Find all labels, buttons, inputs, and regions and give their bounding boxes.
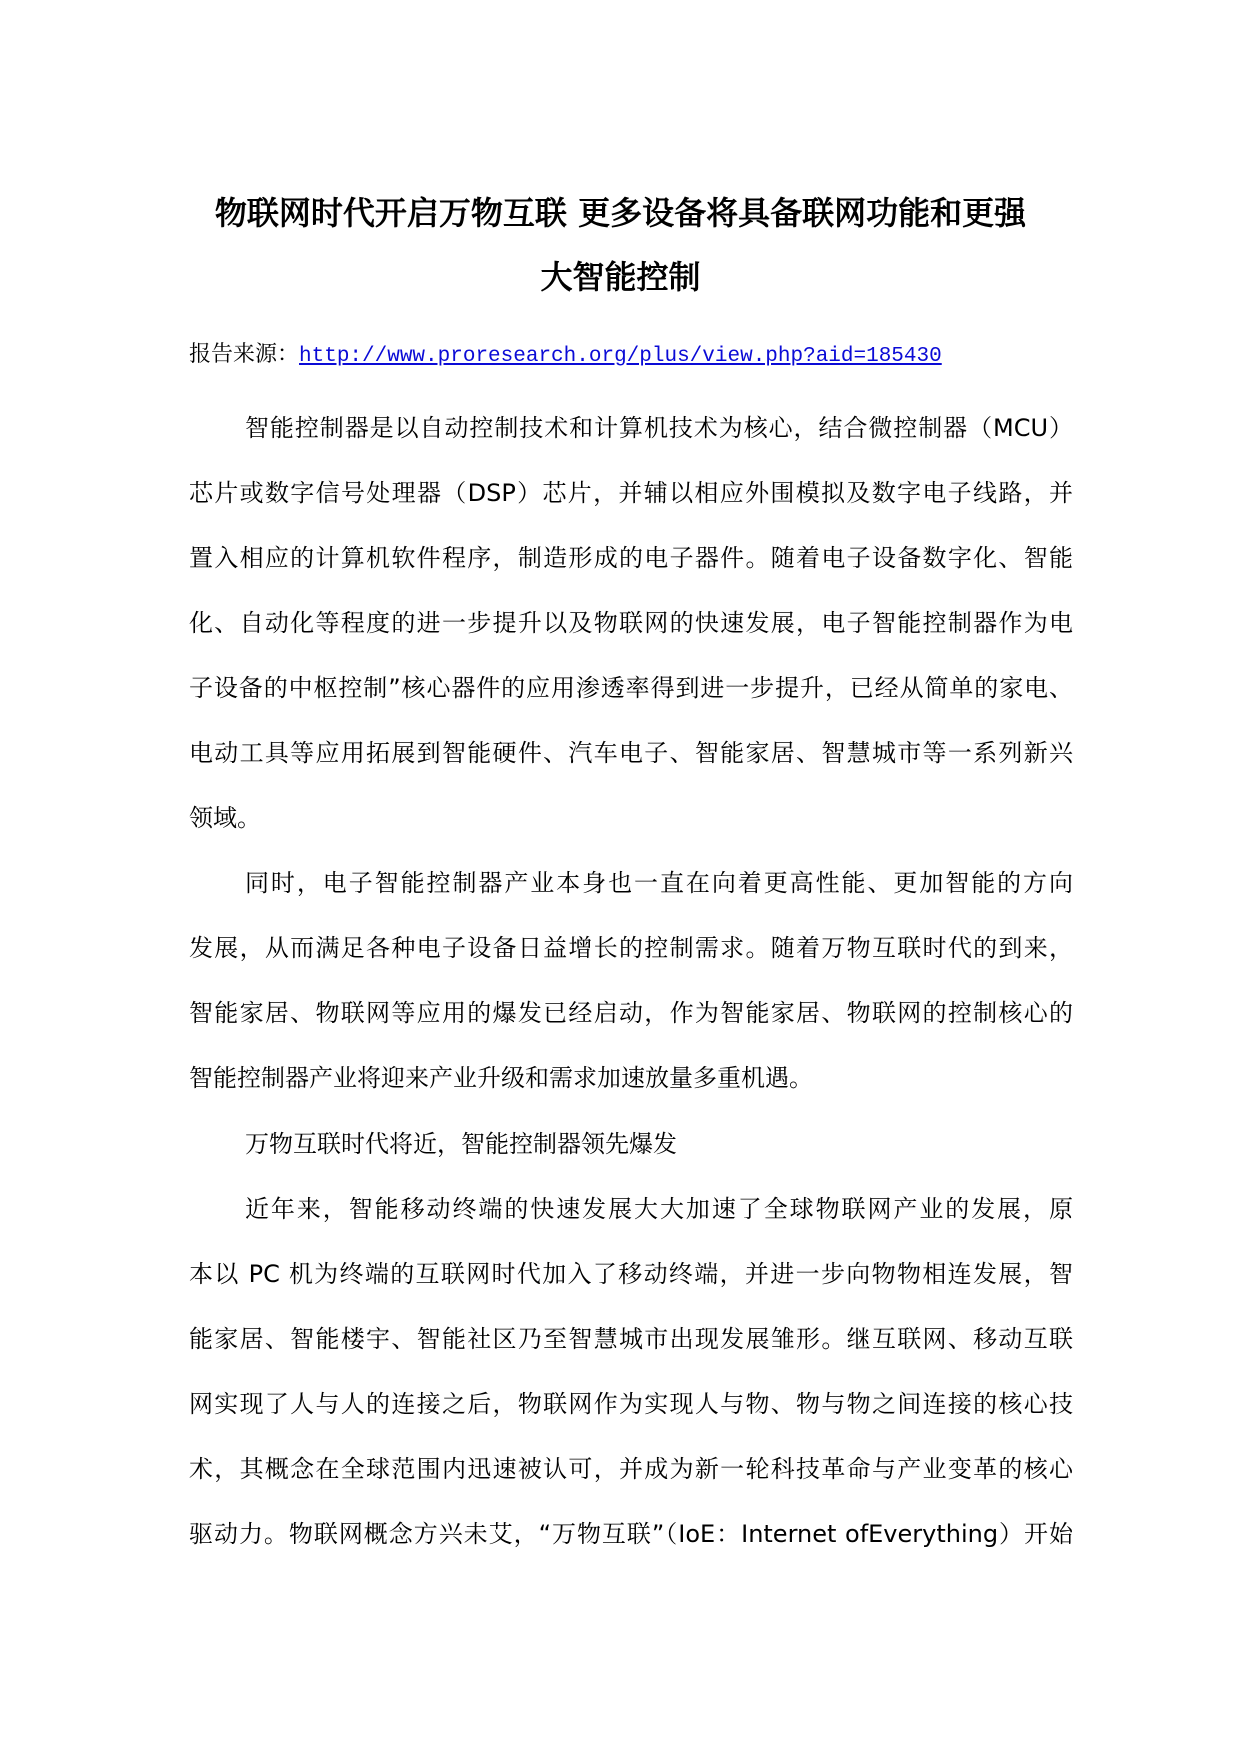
- paragraph-line: 能家居、智能楼宇、智能社区乃至智慧城市出现发展雏形。继互联网、移动互联: [189, 1324, 1073, 1353]
- paragraph-line: 智能家居、物联网等应用的爆发已经启动，作为智能家居、物联网的控制核心的: [189, 999, 1073, 1028]
- title-line: 大智能控制: [540, 258, 701, 296]
- paragraph: [189, 396, 1073, 852]
- document-title: [0, 181, 1241, 309]
- source-label: 报告来源：: [189, 341, 300, 366]
- paragraph-line: 近年来，智能移动终端的快速发展大大加速了全球物联网产业的发展，原: [245, 1194, 1073, 1223]
- paragraph-line: 发展，从而满足各种电子设备日益增长的控制需求。随着万物互联时代的到来，: [189, 934, 1073, 963]
- paragraph: [189, 1177, 1073, 1568]
- paragraph-line: 万物互联时代将近，智能控制器领先爆发: [245, 1129, 677, 1158]
- paragraph-line: 电动工具等应用拓展到智能硬件、汽车电子、智能家居、智慧城市等一系列新兴: [189, 738, 1073, 767]
- section-heading: [189, 1112, 1073, 1177]
- title-line: 物联网时代开启万物互联 更多设备将具备联网功能和更强: [214, 194, 1027, 232]
- paragraph-line: 本以 PC 机为终端的互联网时代加入了移动终端，并进一步向物物相连发展，智: [189, 1259, 1073, 1288]
- report-source: [189, 334, 942, 374]
- paragraph-line: 领域。: [189, 804, 261, 833]
- paragraph-line: 置入相应的计算机软件程序，制造形成的电子器件。随着电子设备数字化、智能: [189, 543, 1073, 572]
- document-body: [189, 396, 1073, 1568]
- paragraph-line: 同时，电子智能控制器产业本身也一直在向着更高性能、更加智能的方向: [245, 869, 1073, 898]
- paragraph-line: 智能控制器是以自动控制技术和计算机技术为核心，结合微控制器（MCU）: [245, 413, 1073, 442]
- paragraph-line: 网实现了人与人的连接之后，物联网作为实现人与物、物与物之间连接的核心技: [189, 1389, 1073, 1418]
- paragraph-line: 智能控制器产业将迎来产业升级和需求加速放量多重机遇。: [189, 1064, 813, 1093]
- paragraph-line: 化、自动化等程度的进一步提升以及物联网的快速发展，电子智能控制器作为电: [189, 608, 1073, 637]
- paragraph-line: 术，其概念在全球范围内迅速被认可，并成为新一轮科技革命与产业变革的核心: [189, 1455, 1073, 1483]
- paragraph-line: 驱动力。物联网概念方兴未艾，“万物互联”（IoE：Internet ofEverything）开始: [189, 1520, 1073, 1549]
- paragraph-line: 芯片或数字信号处理器（DSP）芯片，并辅以相应外围模拟及数字电子线路，并: [189, 478, 1073, 507]
- source-link[interactable]: http://www.proresearch.org/plus/view.php?aid=185430: [299, 345, 942, 368]
- paragraph-line: 子设备的中枢控制”核心器件的应用渗透率得到进一步提升，已经从简单的家电、: [189, 673, 1073, 702]
- paragraph: [189, 851, 1073, 1111]
